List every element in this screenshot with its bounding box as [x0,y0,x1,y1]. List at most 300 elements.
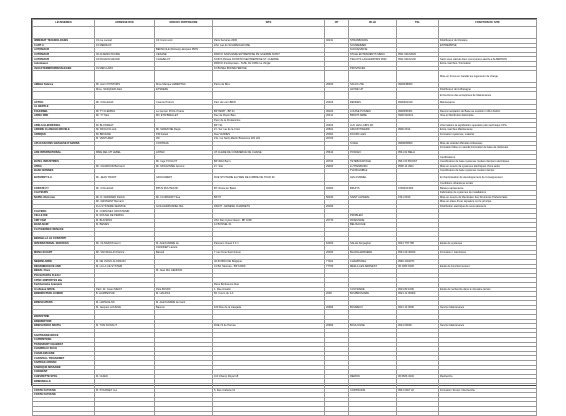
table-cell: CHAMELOT [155,57,213,62]
column-header: CP [325,20,349,27]
table-cell: M. ALEXANDRE de [155,241,213,246]
table-cell: MEZLA LES ARRNEST [349,264,397,269]
table-cell: TETEBOURTAGE [349,160,397,165]
table-cell: Certifications [439,155,537,160]
table-cell [397,92,439,100]
table-cell: BPUS ROUTES Bl. [155,186,213,191]
table-cell: Saint sous calcule dans communes-Laterils a ALDEPRON [439,57,537,62]
table-cell: Mise en place d'une signature sur le principe [439,200,537,205]
table-cell: Pecc de la Poutanicine [213,118,325,123]
table-cell [213,92,325,100]
table-cell: SOINT ANGLE DONSTAYSENTREPRISE ST. GUERRE [213,57,325,62]
table-cell: Fabrication de systemes de installations [439,191,537,196]
table-cell: M. DE VIANO ALOFRAIN [95,259,155,264]
table-cell: Etude de systemes [439,241,537,246]
table-cell: CHOIXENT [33,370,95,375]
table-cell: BELISAUGIE [349,223,397,228]
table-cell: B. HAMPE/PUR [95,292,155,297]
table-cell: BP 741 [213,123,325,128]
table-cell: Mr. FLORMONT Sea [155,195,213,200]
table-cell: 0541 62 BOOST [397,160,439,165]
table-cell: BRIZZETRIE [33,315,95,320]
table-cell: FABRIQUE MISSANIE [33,365,95,370]
table-cell: RUE 74 de Parnas [213,324,325,329]
table-cell: CA PIGENSEC RENACE [33,227,95,232]
table-cell: FLA SYSTEME SERVICE [95,204,155,209]
table-cell: M. HALIFAX [155,292,213,297]
table-cell: Mr. CHAMOUR Bertrand [95,164,155,169]
table-cell: Visa et Distribution Electricite [439,114,537,119]
table-cell [349,92,397,100]
table-cell: DOUPA LLES [349,132,397,137]
table-cell: 0511 62102132 [397,57,439,62]
table-cell: Maintenance [439,100,537,105]
table-cell [95,92,155,100]
column-header: LEUSSERIES [33,20,95,27]
table-cell [213,411,325,416]
table-cell: MC ETR BRELLET [155,114,213,119]
table-cell: M. CORNINEX GROSTENIR [95,209,155,214]
table-cell: BANC BONNES [33,169,95,174]
table-cell: Parcours Ouest 0 F 1 [213,241,325,246]
table-cell: BP 07 [213,195,325,200]
table-cell: 3 ART A [33,43,95,48]
table-cell: BATIVERT S.A [33,173,95,181]
table-cell [95,71,155,83]
table-cell: Fachbetriebe Grandets [33,282,95,287]
table-cell: Patri. Dr. Gwen MEIAT [95,287,155,292]
table-cell: Mise en oeuvre de Rentretien des Structures Prefectorales [439,195,537,200]
table-cell: Etude de recherche dans le domaine terrain [439,287,537,292]
table-cell: Formation / Garnitures [439,250,537,255]
table-cell: ETSDEZE [155,87,213,92]
table-cell: 06224 [325,109,349,114]
table-cell: M. ROUGE DE PERDIA [95,214,155,219]
table-cell: BLANCHARDIERE [349,250,397,255]
table-cell: 0960 1002071 [397,259,439,264]
table-cell: MONA SCIANT [33,250,95,255]
table-cell: ARIONE CLAMAGE ERIVELE [33,127,95,132]
table-cell: 20993 [325,305,349,310]
table-cell: Pete BOUFF [155,287,213,292]
table-cell [213,71,325,83]
table-cell: LES FUMMEL [349,173,397,181]
table-cell: Baumin [155,305,213,310]
table-cell: 0700016/000 [397,186,439,191]
table-cell: ARE INTERNATIONAL [33,150,95,155]
table-cell: 0541 09 40940 [397,250,439,255]
table-cell: Mr. MOCHINISE Jerome [155,164,213,169]
table-cell: Mme. SASQUER Alain [95,87,155,92]
table-cell: 06 1053 6445 [397,264,439,269]
table-cell: CHAMPUREL [349,259,397,264]
table-cell: COSTE FAYOUSE [33,388,95,393]
table-cell: 20400 [325,83,349,88]
table-cell: CHEVRETTE SPOL [33,374,95,379]
table-cell: M. Jacques LOUNGE [95,305,155,310]
table-cell [349,27,397,39]
table-cell: S Mole [349,141,397,146]
table-cell: SANTISANIE BRICE [33,333,95,338]
table-cell: CANONET Lazare [155,246,213,251]
table-cell: AVALETEMMOSPRESSLEGEE [33,66,95,71]
column-header: SITE [213,20,325,27]
table-cell [33,27,95,39]
table-cell [95,411,155,416]
table-cell: 40 ALSEMA PACINE [95,52,155,57]
table-cell: 1. Rue Anselm [213,287,325,292]
table-cell: CONTRAIL [155,141,213,146]
table-cell: Service Maintenance [439,305,537,310]
table-cell [397,411,439,416]
table-cell: M. BLATZINO [95,218,155,223]
table-cell: 20993 [325,324,349,329]
table-cell: Et fonctions des entreprises de Maintenance [439,92,537,100]
table-cell: BERAL Flora [33,269,95,274]
table-cell: BRIESCHTERS [33,301,95,306]
table-cell: AL BERTLE [33,104,95,109]
table-cell: Mise en oeuvre de systemes electriques d'une autre [439,164,537,169]
table-cell: LUC LES LAIRS FD [349,123,397,128]
table-cell: STRASBOURG [349,39,397,44]
table-cell: Mr BROURE [95,132,155,137]
table-cell: ATRIA [33,164,95,169]
table-cell: Mise en forma en nacelle les ingenieurs de charge [439,71,537,83]
table-cell: M. BENIES [95,223,155,228]
table-cell: LUTTENBURG [349,164,397,169]
table-cell [325,71,349,83]
table-cell: Dec de Ptarm Bles [213,114,325,119]
table-cell: 40-50 BRU DE Belgique [213,259,325,264]
table-cell: Distribution electrique de sous elements [439,204,537,209]
column-header: NOM DU PARTENAIRE [155,20,213,27]
table-cell: LOUISE PUSSES [349,109,397,114]
table-cell: CORTRAINS [349,388,397,393]
table-cell: 20411 [325,114,349,119]
table-cell: SAUCLUTE [349,83,397,88]
table-cell [33,92,95,100]
table-cell: Mr TY FLEMING [95,109,155,114]
table-cell: Coordination de base systemes routiers derniers electriques [439,160,537,165]
table-cell: 0900402319 [397,100,439,105]
table-cell: 20700 [325,137,349,142]
table-cell: 77021 [325,259,349,264]
table-cell: BANA NAIR [33,223,95,228]
table-cell: AUTOMAUR [33,48,95,53]
table-cell: Le Gemon POCL Prairie [155,109,213,114]
table-cell: Mr. COLLEGIA [95,186,155,191]
column-header: VILLE [349,20,397,27]
table-cell: REDAMBOCEVE AND [33,264,95,269]
table-cell: Rue VANNES [213,132,325,137]
table-cell: BENSLOLE (Debeat)-Jacques PRIN [155,48,213,53]
table-cell: M. LA LA CE SYSTEM [95,264,155,269]
table-cell: BRIBONELLE [33,379,95,384]
table-cell: Mr. COLLEGIA [95,100,155,105]
table-cell: Formation Mise en nacelle Formation de base de Vehicules [439,146,537,151]
table-cell: 41 Bd. Mercure - BP 10006 [213,264,325,269]
table-cell: 0541 0007 22 [397,388,439,393]
table-cell: Mr. MARZONE Regis [155,127,213,132]
table-cell: BRIESVANKO NFATIA [33,324,95,329]
table-cell: TRANSFERT CHABRAT [33,342,95,347]
table-cell: 56160 [325,195,349,200]
table-cell: 25613 [325,150,349,155]
table-cell [325,27,349,39]
table-cell [397,71,439,83]
table-cell: M. ALEXANDRE de Gant [155,301,213,306]
table-cell: IMMEDIAT TECHNOLOGIES [33,39,95,44]
table-cell: 20000 [325,186,349,191]
table-cell: Z.E. rue Saint-Martin Brassinne 261 221 [213,137,325,142]
table-cell: STALE ENTRAMENTS MEDA [349,52,397,57]
table-cell: 06 6666 3434 [397,374,439,379]
table-cell: NAPEL Distroma [33,195,95,200]
table-cell: Coordination de base systemes routiers dernier [439,169,537,174]
table-cell: MME DEL MT LEBEL [95,150,155,155]
table-cell: POLSATAPAS FLEAU [33,273,95,278]
table-cell: CELLE DIE [33,214,95,219]
table-cell: Formation systemes, materiel [439,132,537,137]
table-cell: M. VENTURET [95,137,155,142]
table-cell: AT CLERE DE COMMERCE DE CHAISE [213,150,325,155]
table-cell: 20601 [325,127,349,132]
table-cell: Entre-marches Maintenance [439,127,537,132]
table-cell: 0511 62102033 [397,52,439,57]
partner-table [32,19,537,416]
table-cell: Mr BLONDEAT [95,123,155,128]
table-cell: CHARLEMAGNE [33,351,95,356]
table-cell: 2000 [325,292,349,297]
table-row [33,173,537,181]
table-cell: RENNES [349,100,397,105]
table-cell: 0621 778 768 [397,241,439,246]
table-cell [155,92,213,100]
table-cell: 100 Rue de la Casqade [213,305,325,310]
table-cell: Parcs de Biev [213,83,325,88]
table-cell: Rene Bonheeme Rue [213,282,325,287]
table-cell: Recherche [439,374,537,379]
table-cell: ZAC Lac de SCHWEIGHOUSE [213,43,325,48]
table-cell: Entre-marches / Formation [439,61,537,66]
table-cell [155,27,213,39]
table-cell: COSTE FAYOUSE [33,393,95,398]
table-cell: TVA BALMBLE [349,169,397,174]
table-cell: ARISC DRE [33,114,95,119]
table-cell: Z.I. Sur rue de la Croix [213,127,325,132]
table-cell: Mr. D. FERRAND Patrick [95,195,155,200]
table-cell: BRONT ARBE [349,114,397,119]
table-cell: PARCO d'entreprises - N.ZE, Rs 1965 rue d'ingle [213,61,325,66]
table-cell [349,411,397,416]
table-cell: 20200 [325,204,349,209]
table-cell: TIELCITS LAGUERPORS 0002 [349,57,397,62]
table-cell: CALTEURS [33,191,95,196]
table-cell: CMT FAM [33,218,95,223]
table-cell: OK [155,137,213,142]
table-cell [349,71,397,83]
table-cell: PROBLEM [349,214,397,219]
spreadsheet-document [31,18,537,397]
table-cell: Mr. GROMANT Bernard [95,200,155,205]
column-header: FONCTION DU SITE [439,20,537,27]
table-cell: 20001 [325,132,349,137]
table-body [33,27,537,416]
table-cell: COLTRADIE [349,287,397,292]
table-cell: 20403 [325,100,349,105]
table-cell: 0621 13 0000 [397,305,439,310]
table-cell: Mr FROLFOLLLE [95,127,155,132]
table-cell: Baisse-maintenance [439,186,537,191]
table-cell [325,411,349,416]
table-cell: Et d'optimisation de developpement de l'enseignement [439,173,537,181]
table-cell: CALTERO [33,209,95,214]
table-cell: 62300 [325,241,349,246]
table-cell: 01 MEICLARO [95,66,155,71]
table-cell [397,27,439,39]
table-cell: Service Maintenance [439,324,537,329]
table-cell: 31 rue Lamart [95,39,155,44]
table-cell: 12 BOSSEL 01 [213,223,325,228]
table-cell: 10 BOSEL BONSEYEROSE [213,66,325,71]
table-cell: BOUREUX [349,305,397,310]
table-cell: Mr. VAN MALLIN Patrice [95,250,155,255]
table-row [33,411,537,416]
table-cell: Etude de Fonctionnement [439,264,537,269]
table-cell: Formation Terrain / Recherche [439,388,537,393]
table-cell: ZAC Des Cytes Ouest - BP 1006 [213,218,325,223]
table-cell: ARRIQUE [33,132,95,137]
table-cell: BATEL INDUSTRIES [33,160,95,165]
table-cell: CPISC EMPORTES Bla [33,278,95,283]
table-cell: PDI Keisel [155,132,213,137]
table-cell: 0506 14 2911 [397,164,439,169]
table-cell: CHARREAU SUCH [33,347,95,352]
table-cell: Groffeleur BRUIL [33,287,95,292]
table-cell: 7 rue Ovne Saint Ferve [213,250,325,255]
table-cell [155,411,213,416]
table-cell: 110 Champ Royal 18 [213,374,325,379]
table-cell: SOUWEIMEN [349,43,397,48]
table-cell: Informations la signification operation plan technique CPG [439,123,537,128]
table-cell [325,92,349,100]
table-cell: APLICASCONS GRAGESE D'AMONS [33,141,95,146]
table-cell: NEERNLARDE [33,259,95,264]
table-cell: AUTOMAUR [33,52,95,57]
table-cell: BOUBRUNIARE [349,292,397,297]
table-cell: Cosmie Proturs [155,100,213,105]
table-cell: 0741 0040 [397,195,439,200]
table-cell: RUE NTOTERIE ELYDEN DE FUIBRE DE TOUR 26 [213,173,325,181]
table-cell: AUTOMAUR [33,57,95,62]
table-cell: ANTEC [155,150,213,155]
table-cell: 0621 00000 [397,324,439,329]
column-header: TEL [397,20,439,27]
table-cell: ENTREPRISE [439,43,537,48]
table-cell: PARCO SANS EMIE ENTREPRISE PE GUERRE SOINT [213,52,325,57]
table-cell: 5, Rue Collecte Nr [213,388,325,393]
table-cell: 20770 [325,218,349,223]
table-cell: RIOEUNDIE [349,218,397,223]
table-cell: 0621 12 00000 [397,292,439,297]
table-cell: 65. Cours du 1 A [213,292,325,297]
table-cell: Mr. TY Mes [95,114,155,119]
table-cell: M. HAPAVALNS [95,301,155,306]
table-cell: AMBLE Fabrice [33,83,95,88]
table-cell: 16 MERIEUX [95,43,155,48]
table-cell: M. TOM RONAUT [95,324,155,329]
table-cell [397,173,439,181]
table-cell: Distributeur du Finistere [439,39,537,44]
table-row [33,27,537,39]
table-cell: Paris Services 2006 [213,39,325,44]
table-cell: BT, Route ler Basin [213,186,325,191]
table-cell: BERGELLA LE CONSTRTI [33,236,95,241]
header-row [33,20,537,27]
table-cell: 34 PHILEIN GRAND [95,57,155,62]
table-row [33,71,537,83]
table-cell: CF Communic [155,39,213,44]
table-cell: Parc de Lorn BRIN [213,100,325,105]
table-cell: CORATE FY [33,186,95,191]
table-cell: 0541 62 BELLI [397,150,439,155]
table-cell: BREMERTORI [33,319,95,324]
table-cell: 20700 [325,160,349,165]
table-cell [213,27,325,39]
table-cell: Conditions urbanisme terrain [439,181,537,186]
table-cell [155,71,213,83]
table-cell: FOLERNEL [33,109,95,114]
table-cell: ARELS ELEFRESSEL [33,123,95,128]
table-cell: GROULBERT [155,173,213,181]
table-cell: BOULOGNE [349,324,397,329]
table-cell [439,27,537,39]
table-cell: Mr. OLIVEROS Henri [95,241,155,246]
table-cell: 0909006860 [397,141,439,146]
table-cell: 29200 [325,164,349,169]
table-cell: CAPRIMTOSIL [33,338,95,343]
table-cell: SAINT ALPERAL [349,195,397,200]
table-cell: PONCEV [349,150,397,155]
table-row [33,92,537,100]
table-cell [439,411,537,416]
table-cell: BP 4010 Bat 1 [213,160,325,165]
table-cell: Mr. JEAN TRODT [95,173,155,181]
table-cell: Baroeil [155,250,213,255]
table-cell: SAPRIGE ARRIAN [33,361,95,366]
table-cell: 0902048053 [397,83,439,88]
table-cell: 20200 [325,250,349,255]
table-cell: Mr. Inge TICULOT [155,160,213,165]
table-cell: SUCCESSIFIE [349,48,397,53]
table-cell [33,411,95,416]
table-cell: Recommandation de Base au scanform 1011 district [439,109,537,114]
table-cell: ACTIOL [33,100,95,105]
table-cell: 20403 [325,123,349,128]
table-cell: Mme Marque LEBERTHA [155,83,213,88]
table-cell: SALLE Dorpaghet [349,241,397,246]
table-cell: M. CHIEN [95,374,155,379]
table-cell: M. POURRET Jen [95,388,155,393]
table-cell: INTERNATIONAL SERVICES [33,241,95,246]
table-cell: PROVINCES [349,66,397,71]
table-cell: REMON [349,374,397,379]
table-cell: CESANE [155,52,213,57]
table-cell: Distributeur de la Bretagne [439,87,537,92]
table-cell [325,173,349,181]
table-cell: 0909 002401 [397,114,439,119]
table-cell: BREDRICTERL EUMOR [33,292,95,297]
